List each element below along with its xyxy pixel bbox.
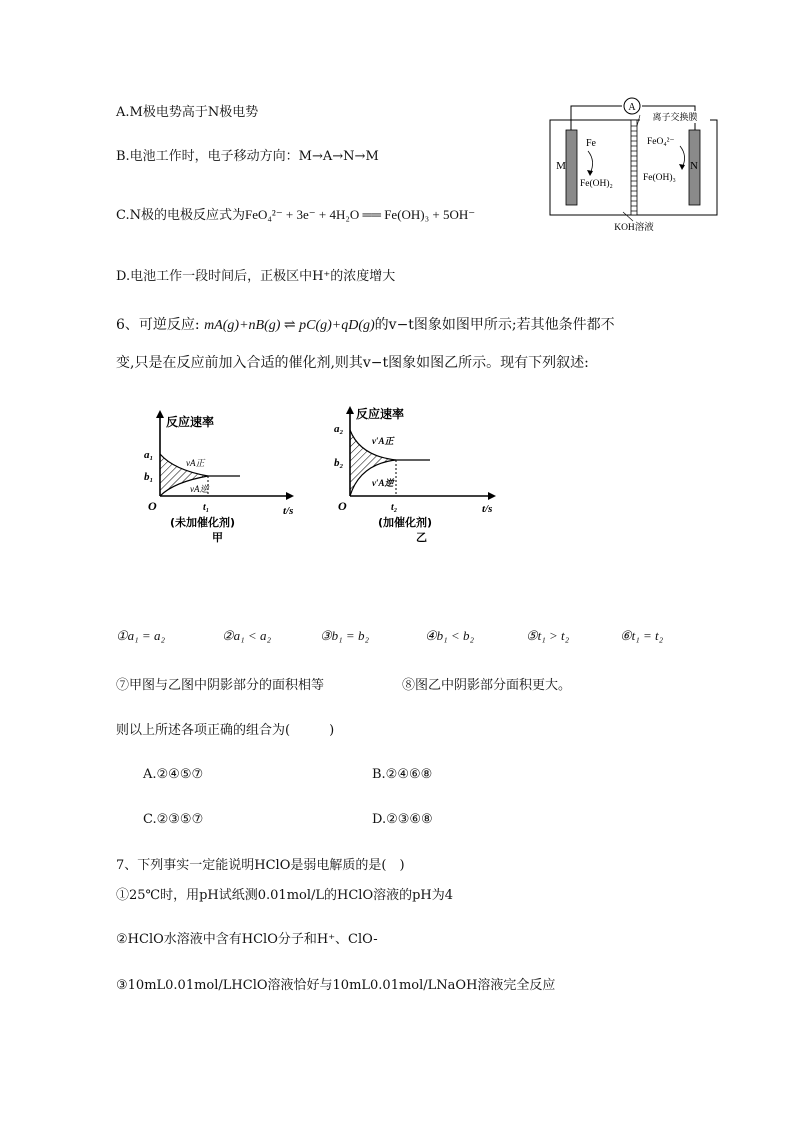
statement-5: ⑤t₁ > t₂ bbox=[526, 628, 570, 643]
jia-forward-label: vA正 bbox=[186, 458, 205, 468]
q6-stem-line1 bbox=[116, 316, 615, 335]
jia-tick-t1: t₁ bbox=[203, 502, 210, 513]
q5-option-b: B.电池工作时，电子移动方向：M→A→N→M bbox=[116, 149, 379, 164]
q6-number: 6、可逆反应: bbox=[116, 317, 200, 333]
right-reactant: FeO₄²⁻ bbox=[647, 137, 675, 147]
yi-tick-a2: a₂ bbox=[334, 423, 344, 435]
statement-7: ⑦甲图与乙图中阴影部分的面积相等 bbox=[116, 678, 325, 693]
yi-tick-t2: t₂ bbox=[391, 502, 398, 513]
statement-2: ②a₁ < a₂ bbox=[222, 628, 271, 643]
yi-caption-name: 乙 bbox=[416, 531, 427, 544]
q5-option-a: A.M极电势高于N极电势 bbox=[116, 105, 259, 120]
q5-option-c-text: C.N极的电极反应式为 bbox=[116, 208, 245, 223]
jia-ylabel: 反应速率 bbox=[166, 415, 215, 429]
yi-tick-b2: b₂ bbox=[334, 457, 344, 469]
jia-reverse-label: vA逆 bbox=[190, 484, 209, 494]
statement-1: ①a₁ = a₂ bbox=[116, 628, 165, 643]
left-product: Fe(OH)₂ bbox=[580, 179, 613, 189]
electrode-n-label: N bbox=[690, 160, 698, 172]
electrode-m bbox=[566, 130, 577, 205]
q6-option-b: B.②④⑥⑧ bbox=[372, 767, 433, 782]
jia-caption-name: 甲 bbox=[212, 531, 223, 544]
left-reactant: Fe bbox=[586, 138, 596, 149]
yi-reverse-label: v′A逆 bbox=[372, 478, 394, 488]
jia-tick-a1: a₁ bbox=[144, 449, 154, 461]
yi-caption: (加催化剂) bbox=[378, 516, 433, 529]
q7-item-1: ①25℃时，用pH试纸测0.01mol/L的HClO溶液的pH为4 bbox=[116, 888, 454, 903]
yi-forward-label: v′A正 bbox=[372, 436, 394, 446]
q6-question: 则以上所述各项正确的组合为( ) bbox=[116, 723, 335, 738]
q6-stem-line2: 变,只是在反应前加入合适的催化剂,则其v−t图象如图乙所示。现有下列叙述: bbox=[116, 355, 589, 371]
battery-diagram bbox=[548, 96, 720, 234]
q7-stem: 7、下列事实一定能说明HClO是弱电解质的是( ) bbox=[116, 858, 405, 873]
ammeter-label: A bbox=[628, 102, 636, 113]
yi-xlabel: t/s bbox=[482, 503, 493, 515]
electrolyte-label: KOH溶液 bbox=[614, 223, 654, 233]
q7-item-3: ③10mL0.01mol/LHClO溶液恰好与10mL0.01mol/LNaOH溶液完全反应 bbox=[116, 978, 556, 993]
q7-item-2: ②HClO水溶液中含有HClO分子和H⁺、ClO- bbox=[116, 932, 378, 947]
q6-option-c: C.②③⑤⑦ bbox=[143, 812, 204, 827]
statement-4: ④b₁ < b₂ bbox=[425, 628, 474, 643]
q6-option-d: D.②③⑥⑧ bbox=[372, 812, 433, 827]
graph-jia bbox=[140, 404, 310, 549]
q5-option-c bbox=[116, 206, 475, 225]
jia-caption: (未加催化剂) bbox=[170, 516, 236, 529]
yi-origin: O bbox=[338, 499, 347, 513]
statement-6: ⑥t₁ = t₂ bbox=[620, 628, 664, 643]
statement-8: ⑧图乙中阴影部分面积更大。 bbox=[402, 678, 572, 693]
q5-option-c-formula: FeO₄²⁻ + 3e⁻ + 4H₂O ══ Fe(OH)₃ + 5OH⁻ bbox=[245, 207, 476, 222]
membrane-label: 离子交换膜 bbox=[652, 112, 698, 122]
electrode-m-label: M bbox=[556, 160, 566, 172]
graph-yi bbox=[326, 400, 506, 550]
jia-tick-b1: b₁ bbox=[144, 471, 154, 483]
q6-stem-suffix: 的v−t图象如图甲所示;若其他条件都不 bbox=[374, 317, 615, 333]
right-product: Fe(OH)₃ bbox=[643, 173, 676, 183]
jia-xlabel: t/s bbox=[283, 505, 294, 517]
yi-ylabel: 反应速率 bbox=[356, 407, 405, 421]
statement-3: ③b₁ = b₂ bbox=[320, 628, 369, 643]
q6-option-a: A.②④⑤⑦ bbox=[143, 767, 204, 782]
jia-origin: O bbox=[148, 499, 157, 513]
q6-equation: mA(g)+nB(g) ⇌ pC(g)+qD(g) bbox=[204, 318, 375, 333]
q5-option-d: D.电池工作一段时间后，正极区中H⁺的浓度增大 bbox=[116, 269, 396, 284]
